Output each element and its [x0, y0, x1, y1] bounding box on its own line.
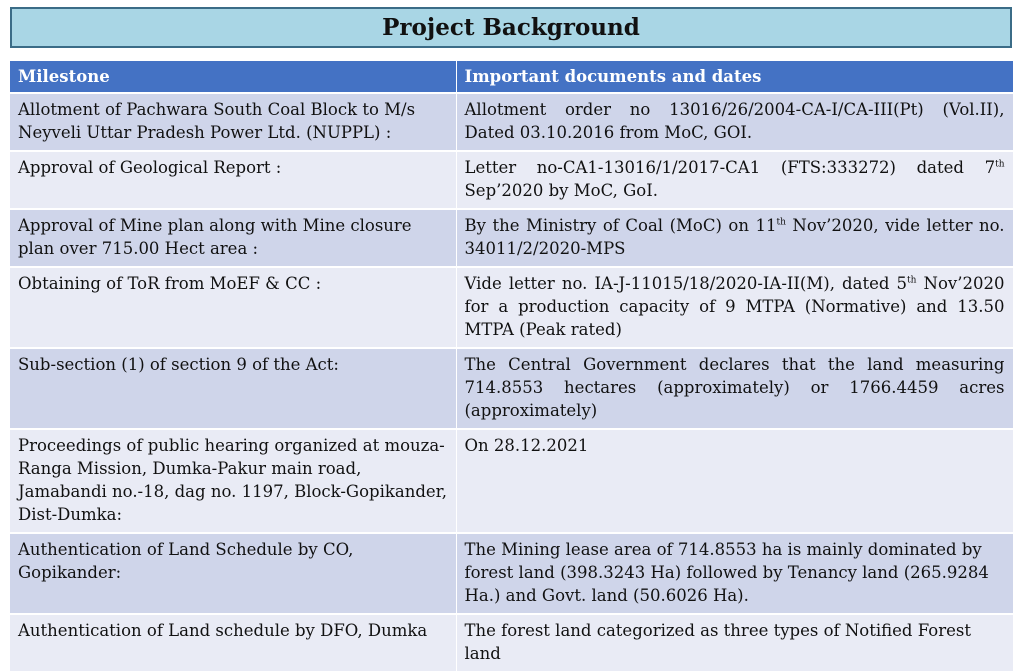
table-row	[10, 93, 1013, 151]
document-text: Sep’2020 by MoC, GoI.	[464, 181, 658, 200]
milestone-cell: Sub-section (1) of section 9 of the Act:	[10, 348, 456, 429]
ordinal-suffix: th	[995, 159, 1005, 170]
document-cell: The forest land categorized as three types of Notified Forest land	[456, 614, 1013, 671]
document-cell	[456, 267, 1013, 348]
document-cell	[456, 151, 1013, 209]
table-row	[10, 429, 1013, 533]
document-cell: On 28.12.2021	[456, 429, 1013, 533]
header-milestone: Milestone	[10, 61, 456, 93]
milestone-cell: Authentication of Land Schedule by CO, Gopikander:	[10, 533, 456, 614]
milestones-table	[10, 61, 1014, 671]
document-text: Nov’2020 for a production capacity of 9 MTPA (Normative) and 13.50 MTPA (Peak rated)	[464, 274, 1005, 339]
document-cell	[456, 209, 1013, 267]
milestone-cell: Approval of Geological Report :	[10, 151, 456, 209]
ordinal-suffix: th	[907, 275, 917, 286]
table-row	[10, 533, 1013, 614]
document-cell: Allotment order no 13016/26/2004-CA-I/CA-III(Pt) (Vol.II), Dated 03.10.2016 from MoC, GOI.	[456, 93, 1013, 151]
ordinal-suffix: th	[776, 217, 786, 228]
document-text: By the Ministry of Coal (MoC) on 11	[464, 216, 777, 235]
table-row	[10, 614, 1013, 671]
milestone-cell: Authentication of Land schedule by DFO, Dumka	[10, 614, 456, 671]
document-text: Vide letter no. IA-J-11015/18/2020-IA-II(M), dated 5	[464, 274, 908, 293]
milestone-cell: Approval of Mine plan along with Mine closure plan over 715.00 Hect area :	[10, 209, 456, 267]
milestone-cell: Proceedings of public hearing organized at mouza- Ranga Mission, Dumka-Pakur main road, Jamabandi no.-18, dag no. 1197, Block-Gopikander, Dist-Dumka:	[10, 429, 456, 533]
milestone-cell: Obtaining of ToR from MoEF & CC :	[10, 267, 456, 348]
document-text: Nov’2020, vide letter no. 34011/2/2020-MPS	[464, 216, 1005, 258]
milestone-cell: Allotment of Pachwara South Coal Block to M/s Neyveli Uttar Pradesh Power Ltd. (NUPPL) :	[10, 93, 456, 151]
document-text: Letter no-CA1-13016/1/2017-CA1 (FTS:333272) dated 7	[464, 158, 996, 177]
table-row	[10, 151, 1013, 209]
slide-title-bar	[10, 7, 1012, 48]
table-row	[10, 209, 1013, 267]
table-row	[10, 267, 1013, 348]
table-header-row	[10, 61, 1013, 93]
header-documents: Important documents and dates	[456, 61, 1013, 93]
document-cell: The Central Government declares that the land measuring 714.8553 hectares (approximately) or 1766.4459 acres (approximately)	[456, 348, 1013, 429]
slide-title: Project Background	[382, 14, 640, 41]
table-row	[10, 348, 1013, 429]
document-cell: The Mining lease area of 714.8553 ha is mainly dominated by forest land (398.3243 Ha) followed by Tenancy land (265.9284 Ha.) and Govt. land (50.6026 Ha).	[456, 533, 1013, 614]
